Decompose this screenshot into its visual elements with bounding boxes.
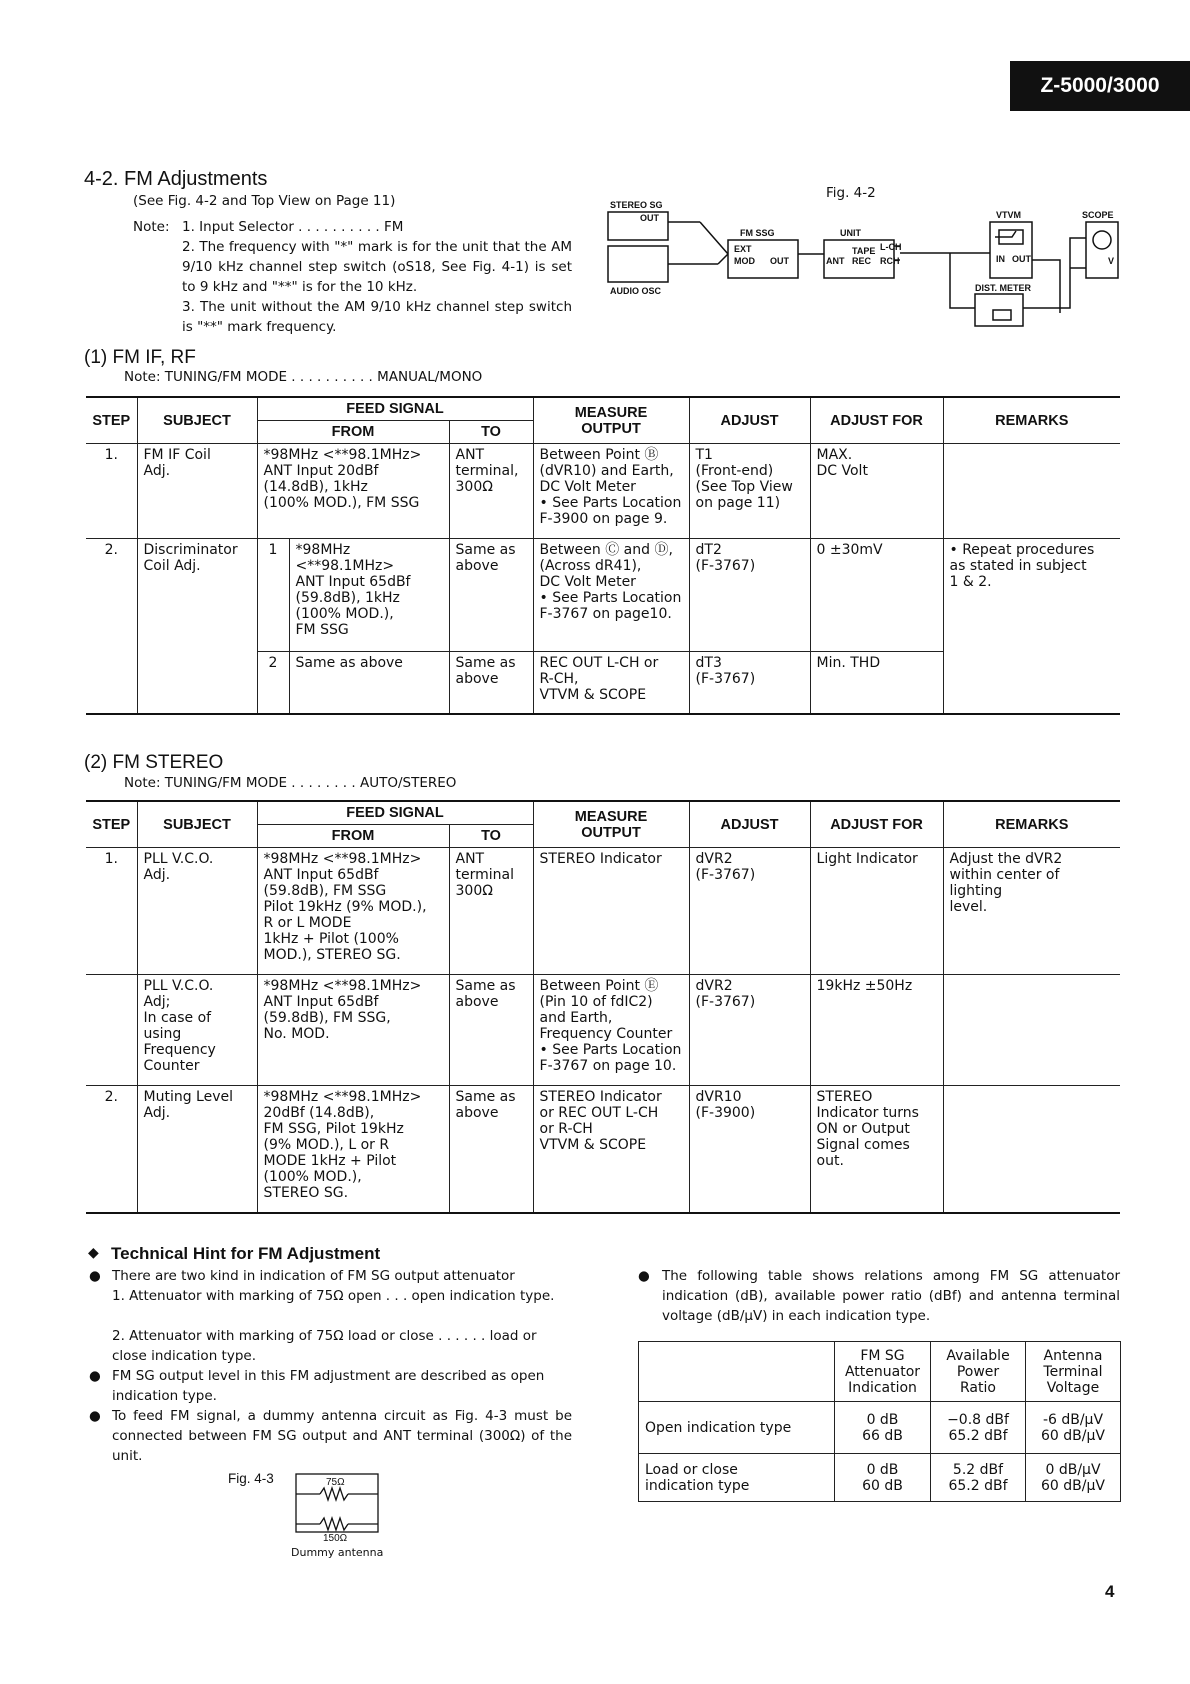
th-subject: SUBJECT	[137, 801, 257, 848]
attn-cell: -6 dB/μV 60 dB/μV	[1026, 1402, 1121, 1454]
fm-if-rf-table	[86, 396, 1120, 715]
th-step: STEP	[86, 397, 137, 444]
fig42-out3: OUT	[1012, 254, 1031, 264]
fig42-vtvm: VTVM	[996, 210, 1022, 220]
cell-subject: FM IF Coil Adj.	[137, 444, 257, 539]
cell-subject: PLL V.C.O. Adj; In case of using Frequency Counter	[137, 975, 257, 1086]
attn-cell: 0 dB/μV 60 dB/μV	[1026, 1454, 1121, 1502]
cell-adjust: dVR10 (F-3900)	[689, 1086, 810, 1213]
th-measure-output: MEASURE OUTPUT	[533, 801, 689, 848]
fig42-scope: SCOPE	[1082, 210, 1114, 220]
cell-remarks	[943, 975, 1120, 1086]
fm-stereo-table	[86, 800, 1120, 1214]
fig42-caption: Fig. 4-2	[826, 185, 876, 201]
bullet-icon: ●	[89, 1368, 101, 1384]
th-subject: SUBJECT	[137, 397, 257, 444]
cell-substep: 2	[257, 652, 289, 714]
cell-subject: Discriminator Coil Adj.	[137, 539, 257, 714]
table-row	[86, 848, 1120, 975]
cell-adjust: dVR2 (F-3767)	[689, 975, 810, 1086]
cell-remarks	[943, 1086, 1120, 1213]
cell-step: 1.	[86, 848, 137, 975]
table-row	[86, 444, 1120, 539]
dummy-antenna-label: Dummy antenna	[291, 1546, 384, 1559]
cell-from: *98MHz <**98.1MHz> ANT Input 65dBf (59.8dB), 1kHz (100% MOD.), FM SSG	[289, 539, 449, 652]
model-tab: Z-5000/3000	[1010, 61, 1190, 111]
audio-osc-box	[608, 246, 668, 282]
section-subtitle: (See Fig. 4-2 and Top View on Page 11)	[133, 193, 396, 209]
table-row	[639, 1402, 1121, 1454]
fig42-stereo-sg: STEREO SG	[610, 200, 663, 210]
fig42-diagram	[600, 198, 1130, 338]
bullet-icon: ●	[89, 1408, 101, 1424]
cell-measure: Between Point Ⓔ (Pin 10 of fdIC2) and Earth, Frequency Counter • See Parts Location F-3767 on page 10.	[533, 975, 689, 1086]
fig42-rec: REC	[852, 256, 872, 266]
attn-cell: −0.8 dBf 65.2 dBf	[931, 1402, 1026, 1454]
hint-b2: FM SG output level in this FM adjustment are described as open indication type.	[112, 1368, 545, 1404]
cell-subject: PLL V.C.O. Adj.	[137, 848, 257, 975]
attn-header-voltage: Antenna Terminal Voltage	[1026, 1342, 1121, 1402]
cell-to: Same as above	[449, 975, 533, 1086]
fm-if-rf-note: Note: TUNING/FM MODE . . . . . . . . . . MANUAL/MONO	[124, 369, 483, 385]
fig42-dist-meter: DIST. METER	[975, 283, 1032, 293]
fig42-ext: EXT	[734, 244, 752, 254]
cell-adjust: dVR2 (F-3767)	[689, 848, 810, 975]
cell-adjust-for: Min. THD	[810, 652, 943, 714]
th-remarks: REMARKS	[943, 801, 1120, 848]
cell-to: Same as above	[449, 652, 533, 714]
th-step: STEP	[86, 801, 137, 848]
cell-step: 2.	[86, 539, 137, 714]
cell-step: 1.	[86, 444, 137, 539]
cell-adjust-for: 19kHz ±50Hz	[810, 975, 943, 1086]
bullet-icon: ●	[89, 1268, 101, 1284]
diamond-icon: ◆	[88, 1245, 99, 1261]
cell-adjust-for: Light Indicator	[810, 848, 943, 975]
fm-if-rf-title: (1) FM IF, RF	[84, 347, 196, 368]
attenuator-table	[638, 1341, 1121, 1502]
cell-from: *98MHz <**98.1MHz> ANT Input 65dBf (59.8dB), FM SSG, No. MOD.	[257, 975, 449, 1086]
th-from: FROM	[257, 421, 449, 444]
fig42-lch: L-CH	[880, 242, 902, 252]
cell-adjust: dT3 (F-3767)	[689, 652, 810, 714]
fm-stereo-note: Note: TUNING/FM MODE . . . . . . . . AUTO/STEREO	[124, 775, 457, 791]
cell-remarks: Adjust the dVR2 within center of lighting level.	[943, 848, 1120, 975]
fig42-fm-ssg: FM SSG	[740, 228, 775, 238]
th-adjust-for: ADJUST FOR	[810, 397, 943, 444]
cell-adjust: dT2 (F-3767)	[689, 539, 810, 652]
cell-remarks: • Repeat procedures as stated in subject 1 & 2.	[943, 539, 1120, 714]
hint-b3: To feed FM signal, a dummy antenna circuit as Fig. 4-3 must be connected between FM SG output and ANT terminal (300Ω) of the unit.	[112, 1408, 572, 1464]
cell-measure: REC OUT L-CH or R-CH, VTVM & SCOPE	[533, 652, 689, 714]
note-1: 1. Input Selector . . . . . . . . . . FM	[182, 219, 404, 235]
cell-step: 2.	[86, 1086, 137, 1213]
fig42-ant: ANT	[826, 256, 845, 266]
note-label: Note:	[133, 219, 170, 235]
fig42-out2: OUT	[770, 256, 789, 266]
section-title: 4-2. FM Adjustments	[84, 168, 268, 190]
cell-to: Same as above	[449, 1086, 533, 1213]
fig42-v: V	[1108, 256, 1115, 266]
th-to: TO	[449, 421, 533, 444]
th-measure-output: MEASURE OUTPUT	[533, 397, 689, 444]
hint-b4: The following table shows relations among FM SG attenuator indication (dB), available power ratio (dBf) and antenna terminal voltage (dB/μV) in each indication type.	[662, 1268, 1120, 1324]
cell-substep: 1	[257, 539, 289, 652]
cell-adjust-for: 0 ±30mV	[810, 539, 943, 652]
cell-to: ANT terminal, 300Ω	[449, 444, 533, 539]
fig43-caption: Fig. 4-3	[228, 1471, 274, 1486]
attn-cell: 0 dB 66 dB	[835, 1402, 931, 1454]
th-feed-signal: FEED SIGNAL	[257, 801, 533, 825]
cell-measure: STEREO Indicator	[533, 848, 689, 975]
th-feed-signal: FEED SIGNAL	[257, 397, 533, 421]
table-row	[639, 1454, 1121, 1502]
th-from: FROM	[257, 825, 449, 848]
cell-from: *98MHz <**98.1MHz> 20dBf (14.8dB), FM SSG, Pilot 19kHz (9% MOD.), L or R MODE 1kHz + Pilot (100% MOD.), STEREO SG.	[257, 1086, 449, 1213]
cell-from: *98MHz <**98.1MHz> ANT Input 20dBf (14.8dB), 1kHz (100% MOD.), FM SSG	[257, 444, 449, 539]
attn-header-power: Available Power Ratio	[931, 1342, 1026, 1402]
cell-adjust-for: MAX. DC Volt	[810, 444, 943, 539]
cell-adjust: T1 (Front-end) (See Top View on page 11)	[689, 444, 810, 539]
th-adjust-for: ADJUST FOR	[810, 801, 943, 848]
fm-stereo-title: (2) FM STEREO	[84, 752, 224, 773]
cell-measure: STEREO Indicator or REC OUT L-CH or R-CH VTVM & SCOPE	[533, 1086, 689, 1213]
table-row	[86, 975, 1120, 1086]
note-3: 3. The unit without the AM 9/10 kHz channel step switch is "**" mark frequency.	[182, 299, 572, 335]
attn-cell: 0 dB 60 dB	[835, 1454, 931, 1502]
fig43-r1: 75Ω	[326, 1477, 345, 1488]
attn-row-label: Load or close indication type	[639, 1454, 835, 1502]
fig42-audio-osc: AUDIO OSC	[610, 286, 662, 296]
th-adjust: ADJUST	[689, 801, 810, 848]
cell-measure: Between Ⓒ and Ⓓ, (Across dR41), DC Volt Meter • See Parts Location F-3767 on page10.	[533, 539, 689, 652]
table-row	[86, 1086, 1120, 1213]
fig42-in: IN	[996, 254, 1005, 264]
cell-from: *98MHz <**98.1MHz> ANT Input 65dBf (59.8dB), FM SSG Pilot 19kHz (9% MOD.), R or L MODE 1kHz + Pilot (100% MOD.), STEREO SG.	[257, 848, 449, 975]
note-2: 2. The frequency with "*" mark is for the unit that the AM 9/10 kHz channel step switch (oS18, See Fig. 4-1) is set to 9 kHz and "**" is for the 10 kHz.	[182, 239, 572, 295]
cell-remarks	[943, 444, 1120, 539]
fig43-diagram	[290, 1470, 390, 1542]
attn-cell: 5.2 dBf 65.2 dBf	[931, 1454, 1026, 1502]
th-adjust: ADJUST	[689, 397, 810, 444]
attn-corner	[639, 1342, 835, 1402]
th-to: TO	[449, 825, 533, 848]
fig42-out: OUT	[640, 213, 659, 223]
hint-title: Technical Hint for FM Adjustment	[111, 1244, 381, 1263]
table-row	[86, 539, 1120, 652]
cell-to: ANT terminal 300Ω	[449, 848, 533, 975]
bullet-icon: ●	[638, 1268, 650, 1284]
page-number: 4	[1105, 1582, 1115, 1601]
cell-measure: Between Point Ⓑ (dVR10) and Earth, DC Volt Meter • See Parts Location F-3900 on page 9.	[533, 444, 689, 539]
hint-b1: There are two kind in indication of FM SG output attenuator	[112, 1268, 515, 1284]
cell-to: Same as above	[449, 539, 533, 652]
stereo-sg-box	[608, 212, 668, 240]
fig42-tape: TAPE	[852, 246, 876, 256]
cell-step	[86, 975, 137, 1086]
hint-b1-1: 1. Attenuator with marking of 75Ω open . . . open indication type.	[112, 1288, 555, 1304]
th-remarks: REMARKS	[943, 397, 1120, 444]
hint-b1-2: 2. Attenuator with marking of 75Ω load or close . . . . . . load or close indication type.	[112, 1328, 537, 1364]
cell-from: Same as above	[289, 652, 449, 714]
fig42-mod: MOD	[734, 256, 755, 266]
attn-row-label: Open indication type	[639, 1402, 835, 1454]
cell-subject: Muting Level Adj.	[137, 1086, 257, 1213]
fig43-r2: 150Ω	[323, 1533, 348, 1542]
cell-adjust-for: STEREO Indicator turns ON or Output Signal comes out.	[810, 1086, 943, 1213]
attn-header-attenuator: FM SG Attenuator Indication	[835, 1342, 931, 1402]
fig42-unit: UNIT	[840, 228, 861, 238]
fig42-rch: RCH	[880, 256, 900, 266]
